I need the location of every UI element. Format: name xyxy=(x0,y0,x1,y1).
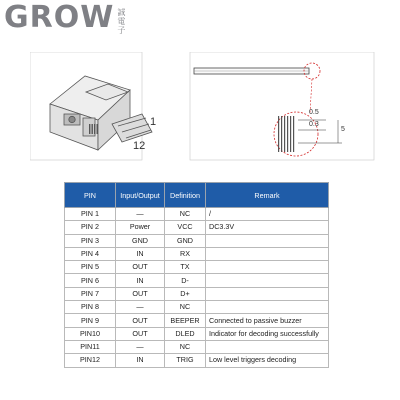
logo-text: GROW xyxy=(4,0,115,35)
cell-remark: Indicator for decoding successfully xyxy=(206,327,329,340)
cell-definition: TX xyxy=(165,261,206,274)
pin1-label: 1 xyxy=(150,116,157,128)
table-row xyxy=(65,301,329,314)
cell-definition: NC xyxy=(165,301,206,314)
cell-pin: PIN 1 xyxy=(65,208,116,221)
cell-remark: Low level triggers decoding xyxy=(206,354,329,367)
cell-remark: / xyxy=(206,208,329,221)
side-dimension: 5 xyxy=(341,126,345,133)
cell-pin: PIN11 xyxy=(65,340,116,353)
pitch-dimension: 0.5 xyxy=(309,109,319,116)
cell-remark xyxy=(206,287,329,300)
cell-remark xyxy=(206,340,329,353)
table-row xyxy=(65,247,329,260)
cell-io: IN xyxy=(116,354,165,367)
connector-diagram xyxy=(30,52,375,162)
pin-definition-table xyxy=(64,182,329,368)
cell-io: — xyxy=(116,340,165,353)
grow-logo xyxy=(4,2,126,34)
table-row xyxy=(65,261,329,274)
table-row xyxy=(65,287,329,300)
table-row xyxy=(65,314,329,327)
cell-remark xyxy=(206,274,329,287)
pin12-label: 12 xyxy=(133,140,146,152)
cell-definition: D+ xyxy=(165,287,206,300)
table-row xyxy=(65,221,329,234)
logo-subtext: 誠電子 xyxy=(117,8,126,35)
contact-pads xyxy=(278,116,294,152)
cell-pin: PIN12 xyxy=(65,354,116,367)
cell-pin: PIN 4 xyxy=(65,247,116,260)
cell-pin: PIN 7 xyxy=(65,287,116,300)
cell-io: OUT xyxy=(116,261,165,274)
cell-io: OUT xyxy=(116,314,165,327)
width-dimension: 0.3 xyxy=(309,121,319,128)
cell-pin: PIN 2 xyxy=(65,221,116,234)
cell-io: IN xyxy=(116,247,165,260)
connector-drawing xyxy=(30,52,375,162)
cell-io: GND xyxy=(116,234,165,247)
cell-pin: PIN 9 xyxy=(65,314,116,327)
table-row xyxy=(65,354,329,367)
cell-remark xyxy=(206,234,329,247)
cell-pin: PIN 3 xyxy=(65,234,116,247)
detail-callout-large xyxy=(274,112,318,156)
header-pin: PIN xyxy=(65,183,116,208)
cell-io: OUT xyxy=(116,287,165,300)
cell-remark: Connected to passive buzzer xyxy=(206,314,329,327)
cell-io: — xyxy=(116,208,165,221)
header-definition: Definition xyxy=(165,183,206,208)
table-row xyxy=(65,327,329,340)
cell-io: OUT xyxy=(116,327,165,340)
cell-definition: VCC xyxy=(165,221,206,234)
cell-io: IN xyxy=(116,274,165,287)
cell-remark xyxy=(206,301,329,314)
header-input-output: Input/Output xyxy=(116,183,165,208)
cell-pin: PIN 5 xyxy=(65,261,116,274)
pin-table-container xyxy=(64,182,329,368)
cell-io: Power xyxy=(116,221,165,234)
cell-definition: BEEPER xyxy=(165,314,206,327)
header-remark: Remark xyxy=(206,183,329,208)
cell-definition: NC xyxy=(165,208,206,221)
table-header-row xyxy=(65,183,329,208)
cell-remark xyxy=(206,261,329,274)
cell-definition: RX xyxy=(165,247,206,260)
dimension-lines xyxy=(298,120,342,143)
scanner-module-drawing xyxy=(50,76,130,150)
cell-remark xyxy=(206,247,329,260)
table-row xyxy=(65,208,329,221)
table-row xyxy=(65,274,329,287)
cell-pin: PIN10 xyxy=(65,327,116,340)
cell-definition: D- xyxy=(165,274,206,287)
cell-definition: TRIG xyxy=(165,354,206,367)
cell-remark: DC3.3V xyxy=(206,221,329,234)
cell-pin: PIN 8 xyxy=(65,301,116,314)
cell-io: — xyxy=(116,301,165,314)
cell-definition: GND xyxy=(165,234,206,247)
cell-pin: PIN 6 xyxy=(65,274,116,287)
cell-definition: NC xyxy=(165,340,206,353)
cell-definition: DLED xyxy=(165,327,206,340)
table-row xyxy=(65,234,329,247)
table-row xyxy=(65,340,329,353)
